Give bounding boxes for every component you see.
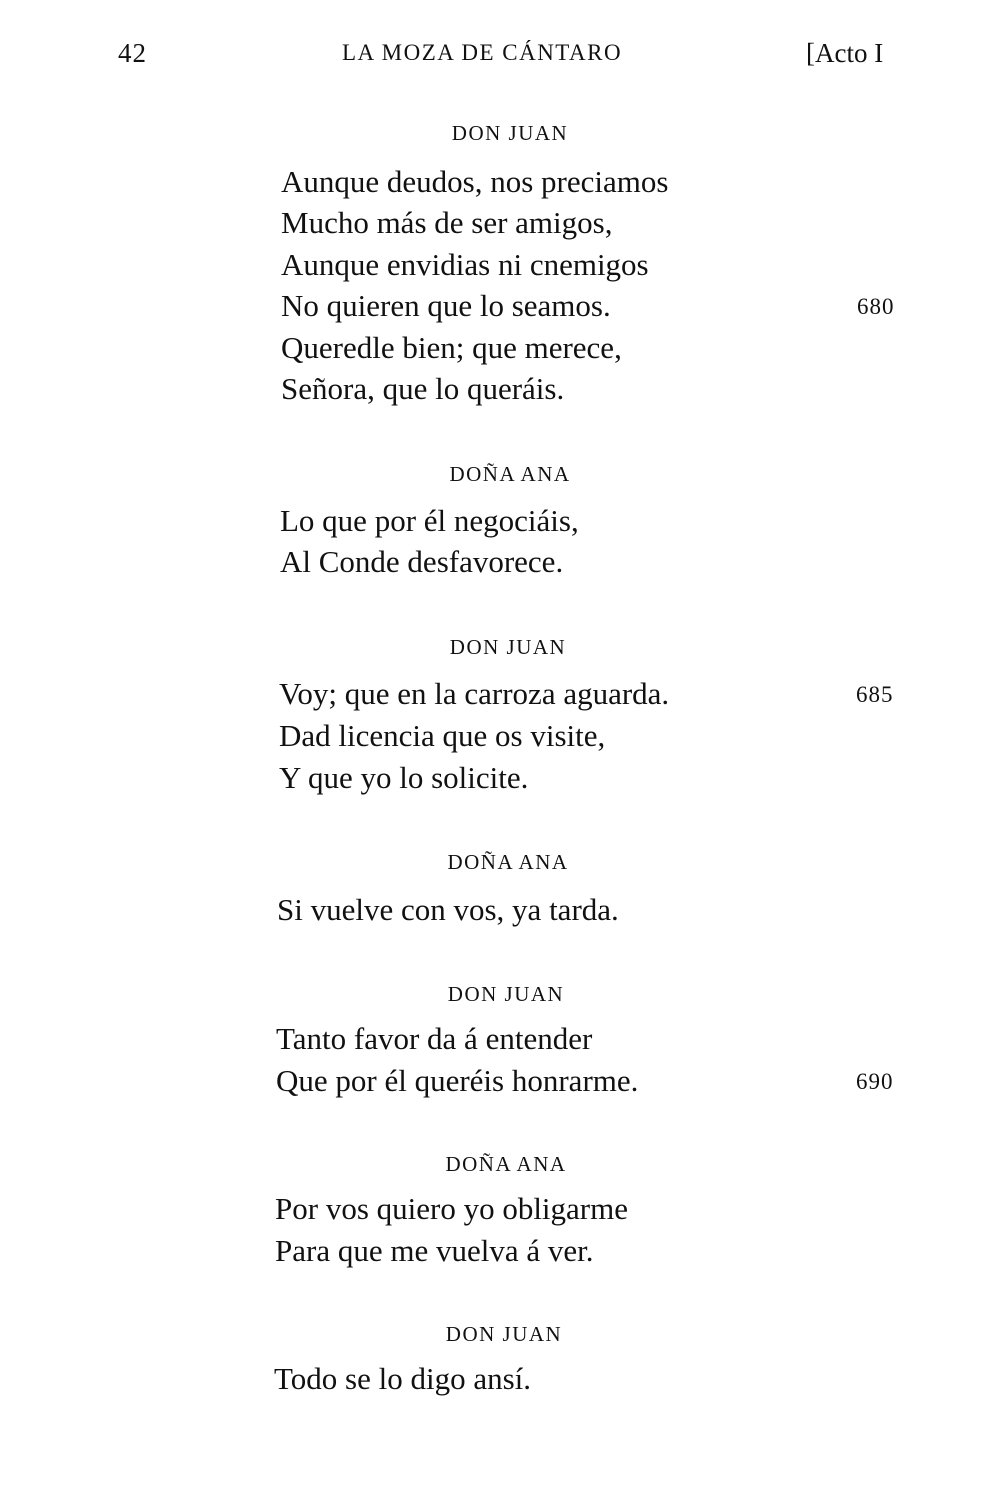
speaker-name: DON JUAN	[447, 982, 565, 1006]
verse-line: Aunque envidias ni cnemigos	[281, 247, 649, 282]
verse-line: Dad licencia que os visite,	[279, 718, 606, 753]
verse-line: Tanto favor da á entender	[276, 1021, 593, 1056]
verse-line: Que por él queréis honrarme.	[276, 1063, 639, 1098]
verse-line: Queredle bien; que merece,	[281, 330, 622, 365]
book-title: LA MOZA DE CÁNTARO	[342, 40, 623, 65]
speaker-name: DOÑA ANA	[449, 462, 571, 486]
verse-line: Aunque deudos, nos preciamos	[281, 164, 669, 199]
speaker-name: DON JUAN	[445, 1322, 563, 1346]
act-label: [Acto I	[806, 38, 884, 68]
verse-line: Mucho más de ser amigos,	[281, 205, 613, 240]
verse-line: Por vos quiero yo obligarme	[275, 1191, 629, 1226]
page-number: 42	[118, 38, 147, 68]
speaker-name: DON JUAN	[449, 635, 567, 659]
verse-line: Y que yo lo solicite.	[279, 760, 529, 795]
speaker-name: DON JUAN	[451, 121, 569, 145]
verse-line: No quieren que lo seamos.	[281, 288, 611, 323]
speaker-name: DOÑA ANA	[445, 1152, 567, 1176]
verse-line: Si vuelve con vos, ya tarda.	[277, 892, 619, 927]
verse-line: Para que me vuelva á ver.	[275, 1233, 594, 1268]
line-number: 685	[856, 682, 894, 707]
verse-line: Al Conde desfavorece.	[280, 544, 564, 579]
verse-line: Voy; que en la carroza aguarda.	[279, 676, 670, 711]
running-head	[0, 38, 1000, 78]
line-number: 690	[856, 1069, 894, 1094]
verse-line: Lo que por él negociáis,	[280, 503, 579, 538]
speaker-name: DOÑA ANA	[447, 850, 569, 874]
verse-line: Todo se lo digo ansí.	[274, 1361, 532, 1396]
verse-line: Señora, que lo queráis.	[281, 371, 565, 406]
line-number: 680	[857, 294, 895, 319]
